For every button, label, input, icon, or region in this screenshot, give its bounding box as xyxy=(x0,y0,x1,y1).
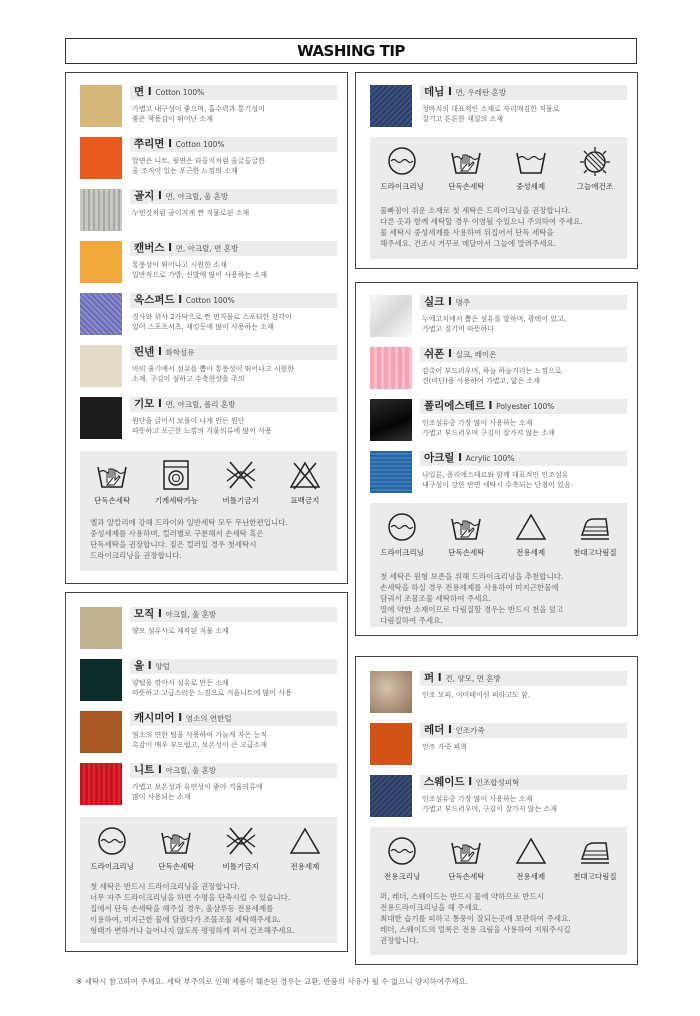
fabric-item-silk xyxy=(370,295,627,341)
care-label: 드라이크리닝 xyxy=(380,548,424,557)
fabric-item-jersey xyxy=(80,137,337,183)
fabric-name: 레더 I 인조가죽 xyxy=(420,723,627,738)
special-detergent-care xyxy=(499,511,563,565)
linen-swatch xyxy=(80,345,122,387)
fabric-desc: 인조 가죽 피혁 xyxy=(422,743,468,751)
fabric-name: 쭈리면 I Cotton 100% xyxy=(130,137,337,152)
fabric-name: 기모 I 면, 아크릴, 폴리 혼방 xyxy=(130,397,337,412)
hand-wash-care xyxy=(80,459,144,513)
care-label: 기계세탁가능 xyxy=(154,496,199,505)
no-bleach-icon xyxy=(288,459,322,491)
wool-swatch xyxy=(80,659,122,701)
fabric-desc: 양털을 깎아서 섬유로 만든 소재 따뜻하고 고급스러운 느낌으로 겨울니트에 많이 사용 xyxy=(132,679,292,697)
fabric-item-cotton xyxy=(80,85,337,131)
care-note: 첫 세탁은 원형 보존을 위해 드라이크리닝을 추천합니다. 손세탁을 하실 경우 전용세제를 사용하여 미지근한물에 담궈서 조물조물 세탁하여 주세요. 열에 약한 소재이므로 다림질할 경우는 반드시 천을 덮고 다림질하여 주세요. xyxy=(380,572,564,625)
care-label: 단독손세탁 xyxy=(448,548,485,557)
footer-note: ※ 세탁시 참고하여 주세요. 세탁 부주의로 인해 제품이 훼손된 경우는 교환, 반품의 사유가 될 수 없으니 양지하여주세요. xyxy=(76,977,469,986)
care-label: 전용세제 xyxy=(516,548,546,557)
cashmere-swatch xyxy=(80,711,122,753)
care-note: 옐과 알칼리에 강해 드라이와 일반세탁 모두 무난한편입니다. 중성세제를 사용하며, 컬러별로 구분해서 손세탁 혹은 단독세탁을 권장합니다. 짙은 컬러일 경우 첫세탁시 드라이크리닝을 권장합니다. xyxy=(90,518,288,560)
fabric-desc: 염소의 연한 털을 사용하여 가늘게 자은 능직 촉감이 매우 부드럽고, 보온성이 큰 고급소재 xyxy=(132,731,268,749)
neutral-detergent-care xyxy=(499,145,563,199)
care-label: 표백금지 xyxy=(290,496,320,505)
fabric-desc: 누에고치에서 뽑은 섬유를 말하며, 광택이 있고, 가볍고 질기며 따뜻하다 xyxy=(422,315,567,333)
care-panel xyxy=(80,817,337,943)
no-wring-care xyxy=(209,825,273,879)
fabric-name: 린넨 I 화학섬유 xyxy=(130,345,337,360)
care-label: 비틀기금지 xyxy=(222,862,259,871)
hand-wash-icon xyxy=(449,835,483,867)
knit-swatch xyxy=(80,763,122,805)
fabric-item-denim xyxy=(370,85,627,131)
cloth-iron-care xyxy=(563,511,627,565)
denim-swatch xyxy=(370,85,412,127)
section-silk-group xyxy=(355,282,638,636)
hand-wash-care xyxy=(144,825,208,879)
care-label: 천대고다림질 xyxy=(573,872,617,881)
fabric-desc: 나일론, 폴리에스테르와 함께 대표적인 인조섬유 내구성이 강한 반면 세탁시 수축되는 단점이 있음. xyxy=(422,471,573,489)
dry-clean-icon xyxy=(385,145,419,177)
hand-wash-icon xyxy=(449,511,483,543)
fabric-name: 울 I 양털 xyxy=(130,659,337,674)
no-wring-icon xyxy=(224,825,258,857)
fabric-name: 캔버스 I 면, 아크릴, 면 혼방 xyxy=(130,241,337,256)
fabric-desc: 감촉이 부드러우며, 하늘 하늘거리는 느낌으로 견(비단)을 사용하여 가볍고, 얇은 소재 xyxy=(422,367,562,385)
fabric-item-knit xyxy=(80,763,337,809)
jersey-swatch xyxy=(80,137,122,179)
fabric-item-cashmere xyxy=(80,711,337,757)
fabric-item-leather xyxy=(370,723,627,769)
iron-icon xyxy=(578,511,612,543)
dry-clean-care xyxy=(80,825,144,879)
suede-swatch xyxy=(370,775,412,817)
fabric-desc: 원단을 긁어서 보풀이 나게 만든 원단 따뜻하고 포근한 느낌의 겨울의류에 많이 사용 xyxy=(132,417,272,435)
care-note: 첫 세탁은 반드시 드라이크리닝을 권장합니다. 너무 자주 드라이크리닝을 하면 수명을 단축시킬 수 있습니다. 집에서 단독 손세탁을 해주실 경우, 울샴푸등 전용세제를 이용하여, 미지근한 물에 담궜다가 조물조물 세탁해주세요. 형태가 변하거나 늘어나지 않도록 평평하게 펴서 건조해주세요. xyxy=(90,882,296,935)
fabric-name: 실크 I 명주 xyxy=(420,295,627,310)
care-label: 그늘에건조 xyxy=(576,182,613,191)
fabric-name: 폴리에스테르 I Polyester 100% xyxy=(420,399,627,414)
special-detergent-care xyxy=(499,835,563,889)
fabric-desc: 청바지의 대표적인 소재로 자리매김한 직물로 질기고 튼튼한 재질의 소재 xyxy=(422,105,560,123)
section-cotton-group xyxy=(65,72,348,584)
rib-swatch xyxy=(80,189,122,231)
section-denim-group xyxy=(355,72,638,269)
fabric-desc: 가볍고 보온성과 유연성이 좋아 겨울의류에 많이 사용되는 소재 xyxy=(132,783,263,801)
care-label: 전용크리닝 xyxy=(384,872,421,881)
care-panel xyxy=(370,827,627,955)
care-note: 퍼, 레더, 스웨이드는 반드시 물에 약하므로 반드시 전용드라이크리닝을 해 주세요. 최대한 습기를 피하고 통풍이 잘되는곳에 보관하여 주세요. 레더, 스웨이드의 얼룩은 전용 크림을 사용하여 지워주시길 권장합니다. xyxy=(380,892,571,945)
care-panel xyxy=(80,451,337,571)
polyester-swatch xyxy=(370,399,412,441)
chiffon-swatch xyxy=(370,347,412,389)
fabric-name: 니트 I 아크릴, 울 혼방 xyxy=(130,763,337,778)
care-label: 전용세제 xyxy=(516,872,546,881)
fabric-name: 모직 I 아크릴, 울 혼방 xyxy=(130,607,337,622)
fabric-item-linen xyxy=(80,345,337,391)
fabric-desc: 앞면은 니트, 뒷면은 타올지처럼 올글올글한 올 조직이 있는 포근한 느낌의 소재 xyxy=(132,157,265,175)
dry-clean-care xyxy=(370,145,434,199)
care-label: 단독손세탁 xyxy=(94,496,131,505)
no-wring-icon xyxy=(224,459,258,491)
fur-swatch xyxy=(370,671,412,713)
cloth-iron-care xyxy=(563,835,627,889)
fabric-desc: 가볍고 내구성이 좋으며, 흡수력과 통기성이 좋은 착용감이 뛰어난 소재 xyxy=(132,105,265,123)
triangle-icon xyxy=(514,511,548,543)
section-leather-group xyxy=(355,656,638,965)
hand-wash-icon xyxy=(159,825,193,857)
care-label: 중성세제 xyxy=(516,182,546,191)
hand-wash-care xyxy=(434,835,498,889)
hand-wash-care xyxy=(434,511,498,565)
no-wring-care xyxy=(209,459,273,513)
fabric-desc: 인조섬유중 가장 많이 사용하는 소재 가볍고 부드러우며 구김이 잘가지 않는 소재 xyxy=(422,419,555,437)
care-label: 드라이크리닝 xyxy=(380,182,424,191)
care-label: 단독손세탁 xyxy=(158,862,195,871)
care-label: 비틀기금지 xyxy=(222,496,259,505)
canvas-swatch xyxy=(80,241,122,283)
dry-clean-care xyxy=(370,511,434,565)
care-label: 단독손세탁 xyxy=(448,872,485,881)
fabric-item-chiffon xyxy=(370,347,627,393)
shade-dry-icon xyxy=(578,145,612,177)
fabric-item-fur xyxy=(370,671,627,717)
fabric-name: 아크릴 I Acrylic 100% xyxy=(420,451,627,466)
care-panel xyxy=(370,503,627,627)
fabric-desc: 누빈것처럼 골이지게 짠 직물로된 소재 xyxy=(132,209,250,217)
fabric-desc: 인조 모피, 이미테이션 퍼라고도 함. xyxy=(422,691,531,699)
dry-clean-icon xyxy=(385,835,419,867)
fabric-name: 스웨이드 I 인조합성피혁 xyxy=(420,775,627,790)
hand-wash-icon xyxy=(449,145,483,177)
dry-clean-icon xyxy=(385,511,419,543)
fabric-item-polyester xyxy=(370,399,627,445)
acrylic-swatch xyxy=(370,451,412,493)
hand-wash-icon xyxy=(95,459,129,491)
fabric-desc: 양모 섬유사로 제작된 직물 소재 xyxy=(132,627,229,635)
fabric-name: 쉬폰 I 실크, 레이온 xyxy=(420,347,627,362)
fabric-name: 옥스퍼드 I Cotton 100% xyxy=(130,293,337,308)
no-bleach-care xyxy=(273,459,337,513)
fabric-item-acrylic xyxy=(370,451,627,497)
fabric-desc: 통풍성이 뛰어나고 시원한 소재 일반적으로 가방, 신발에 많이 사용하는 소재 xyxy=(132,261,268,279)
fabric-name: 면 I Cotton 100% xyxy=(130,85,337,100)
care-label: 드라이크리닝 xyxy=(90,862,134,871)
fabric-desc: 경사와 위사 2가닥으로 짠 면직물로 스포티한 감각이 있어 스포츠셔츠, 재킷등에 많이 사용하는 소재 xyxy=(132,313,292,331)
triangle-icon xyxy=(288,825,322,857)
care-panel xyxy=(370,137,627,259)
fabric-item-worsted xyxy=(80,607,337,653)
fabric-name: 데님 I 면, 우레탄 혼방 xyxy=(420,85,627,100)
silk-swatch xyxy=(370,295,412,337)
fabric-item-oxford xyxy=(80,293,337,339)
hand-wash-care xyxy=(434,145,498,199)
iron-icon xyxy=(578,835,612,867)
fabric-name: 퍼 I 견, 양모, 면 혼방 xyxy=(420,671,627,686)
fabric-desc: 마의 줄기에서 섬유를 뽑아 통풍성이 뛰어나고 시원한 소재. 구김이 심하고 수축현상을 주의 xyxy=(132,365,295,383)
page-title: WASHING TIP xyxy=(65,38,637,64)
leather-swatch xyxy=(370,723,412,765)
fabric-name: 캐시미어 I 염소의 연한털 xyxy=(130,711,337,726)
section-wool-group xyxy=(65,592,348,952)
oxford-swatch xyxy=(80,293,122,335)
fabric-item-canvas xyxy=(80,241,337,287)
care-label: 천대고다림질 xyxy=(573,548,617,557)
special-detergent-care xyxy=(273,825,337,879)
fabric-item-wool xyxy=(80,659,337,705)
special-clean-care xyxy=(370,835,434,889)
fabric-item-brushed xyxy=(80,397,337,443)
fabric-item-rib xyxy=(80,189,337,235)
shade-dry-care xyxy=(563,145,627,199)
triangle-icon xyxy=(514,835,548,867)
worsted-swatch xyxy=(80,607,122,649)
washing-machine-icon xyxy=(159,459,193,491)
care-note: 물빠짐이 쉬운 소재로 첫 세탁은 드라이크닝을 권장합니다. 다른 옷과 함께 세탁할 경우 이염될 수있으니 주의하여 주세요. 물 세탁시 중성세제를 사용하여 뒤집어서 단독 세탁을 해주세요. 건조시 거꾸로 매달아서 그늘에 말려주세요. xyxy=(380,206,583,248)
machine-wash-care xyxy=(144,459,208,513)
fabric-item-suede xyxy=(370,775,627,821)
brushed-swatch xyxy=(80,397,122,439)
fabric-name: 골지 I 면, 아크릴, 울 혼방 xyxy=(130,189,337,204)
wash-tub-icon xyxy=(514,145,548,177)
dry-clean-icon xyxy=(95,825,129,857)
care-label: 단독손세탁 xyxy=(448,182,485,191)
cotton-swatch xyxy=(80,85,122,127)
care-label: 전용세제 xyxy=(290,862,320,871)
fabric-desc: 인조섬유중 가장 많이 사용하는 소재 가볍고 부드러우며, 구김이 잘가지 않는 소재 xyxy=(422,795,558,813)
